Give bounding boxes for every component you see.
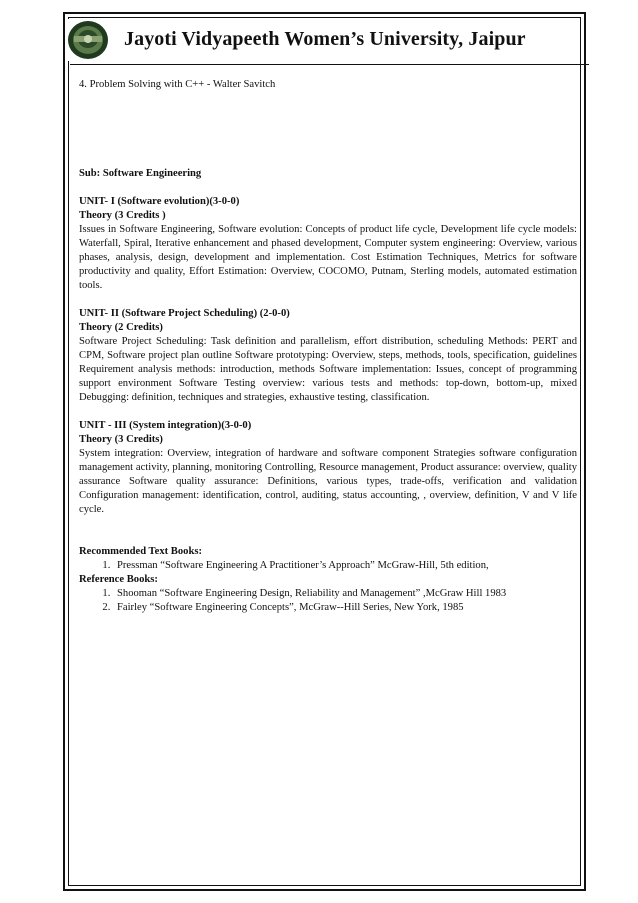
university-logo-icon bbox=[66, 19, 110, 61]
unit-2-body: Software Project Scheduling: Task definition and parallelism, effort distribution, scheduling Methods: PERT and CPM, Software project plan outline Software prototyping: Overview, steps, methods, tools, specification, guidelines Requirement analysis methods: introduction, methods Software implementation: Issues, concept of programming support environment Software Testing overview: various tests and methods: top-down, bottom-up, mixed Debugging: definition, techniques and strategies, exhaustive testing, classification. bbox=[79, 336, 577, 403]
unit-3-heading: UNIT - III (System integration)(3-0-0) bbox=[79, 420, 252, 431]
list-item: 2. Fairley “Software Engineering Concepts”, McGraw--Hill Series, New York, 1985 bbox=[113, 601, 577, 615]
unit-3-body: System integration: Overview, integration of hardware and software component Strategies software configuration management activity, planning, monitoring Controlling, Resource management, Product assurance: overview, quality assurance Software quality assurance: Definitions, various types, trade-offs, verification and validation Configuration management: identification, control, auditing, status accounting, , overview, definition, V and V life cycle. bbox=[79, 448, 577, 515]
unit-1-heading: UNIT- I (Software evolution)(3-0-0) bbox=[79, 196, 240, 207]
list-item: 1. Pressman “Software Engineering A Practitioner’s Approach” McGraw-Hill, 5th edition, bbox=[113, 559, 577, 573]
unit-1-body: Issues in Software Engineering, Software evolution: Concepts of product life cycle, Development life cycle models: Waterfall, Spiral, Iterative enhancement and phased development, Computer system engineering: Overview, various phases, analysis, design, development and implementation. Cost Estimation Techniques, Metrics for software productivity and quality, Effort Estimation: Overview, COCOMO, Putnam, Sterling models, automated estimation tools. bbox=[79, 224, 577, 291]
unit-2-heading: UNIT- II (Software Project Scheduling) (2-0-0) bbox=[79, 308, 290, 319]
list-item: 1. Shooman “Software Engineering Design, Reliability and Management” ,McGraw Hill 1983 bbox=[113, 587, 577, 601]
unit-2-theory: Theory (2 Credits) bbox=[79, 322, 163, 333]
previous-book-item: 4. Problem Solving with C++ - Walter Savitch bbox=[79, 79, 276, 90]
reference-books-list bbox=[79, 587, 577, 615]
university-name-header: Jayoti Vidyapeeth Women’s University, Jaipur bbox=[124, 28, 526, 50]
unit-1-theory: Theory (3 Credits ) bbox=[79, 210, 166, 221]
recommended-books-list bbox=[79, 559, 577, 573]
unit-3-theory: Theory (3 Credits) bbox=[79, 434, 163, 445]
subject-heading: Sub: Software Engineering bbox=[79, 168, 202, 179]
recommended-books-heading: Recommended Text Books: bbox=[79, 546, 203, 557]
reference-books-heading: Reference Books: bbox=[79, 574, 158, 585]
header-divider bbox=[70, 64, 589, 65]
syllabus-content bbox=[79, 78, 577, 615]
